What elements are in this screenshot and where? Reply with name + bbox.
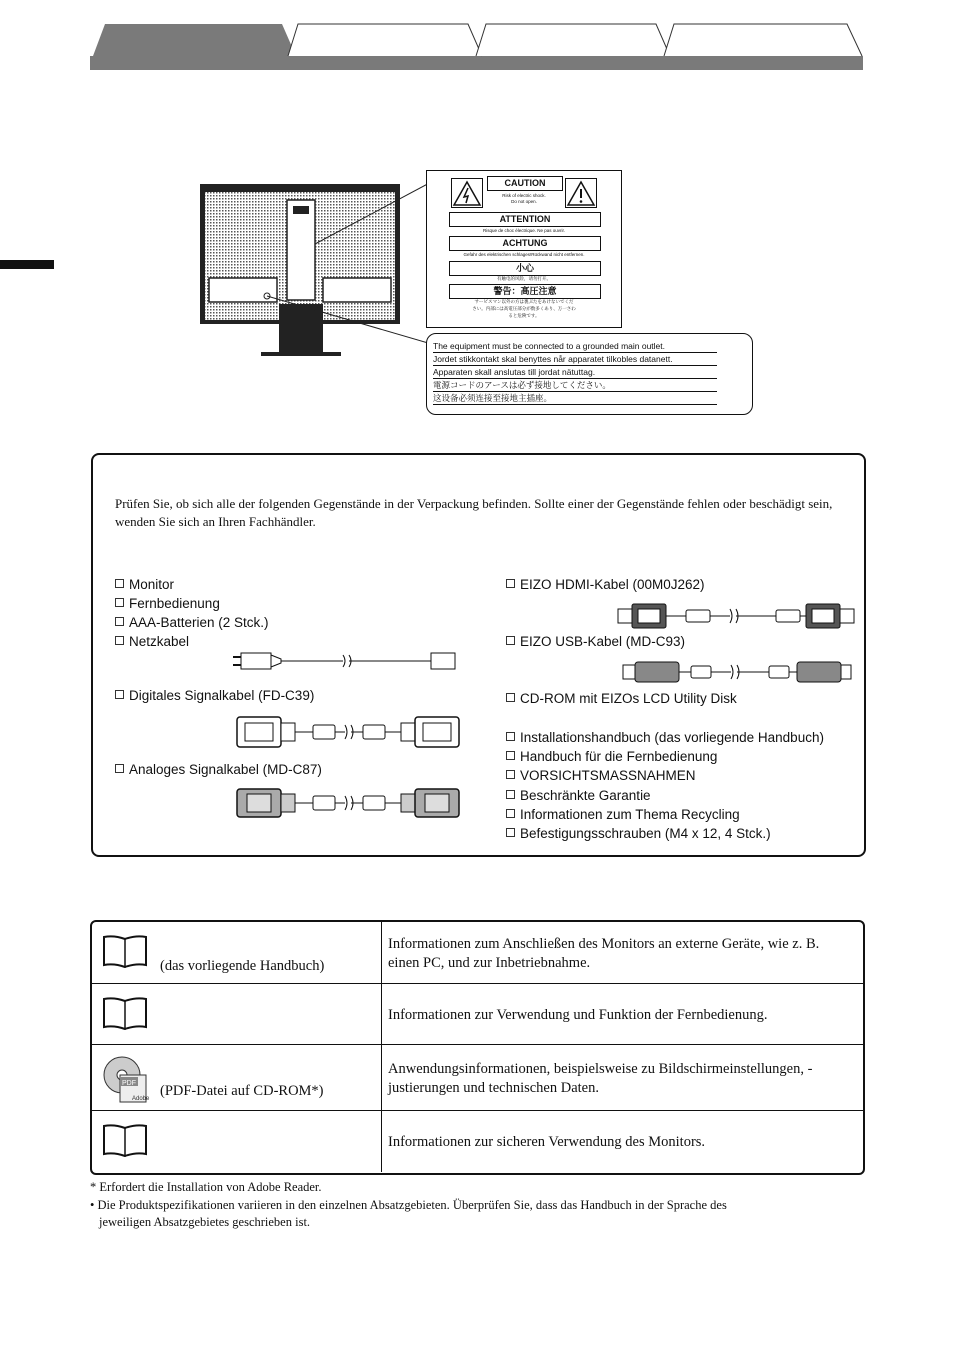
ground-line-en: The equipment must be connected to a grounded main outlet. <box>433 341 717 353</box>
item-remote: Fernbedienung <box>115 596 220 611</box>
hdmi-cable-illustration <box>616 601 856 631</box>
manual-description: Informationen zur Verwendung und Funktion der Fernbedienung. <box>388 1007 768 1023</box>
keikoku-heading: 警告：高圧注意 <box>449 284 601 299</box>
manual-description: Informationen zur sicheren Verwendung des Monitors. <box>388 1134 706 1150</box>
pdf-cdrom-icon <box>102 1055 150 1103</box>
ground-line-ja: 電源コードのアースは必ず接地してください。 <box>433 380 717 392</box>
item-batteries: AAA-Batterien (2 Stck.) <box>115 615 269 630</box>
manual-row <box>92 1111 863 1172</box>
manuals-table <box>90 920 865 1175</box>
item-hdmi-cable: EIZO HDMI-Kabel (00M0J262) <box>506 577 705 592</box>
book-icon <box>102 1123 148 1157</box>
keikoku-text: さい。内部には高電圧部分が数多くあり、万一さわ <box>472 306 576 311</box>
package-intro: Prüfen Sie, ob sich alle der folgenden Gegenstände in der Verpackung befinden. Sollte einer der Gegenstände fehlen oder beschädigt sein, wenden Sie sich an Ihren Fachhändler. <box>115 496 833 529</box>
achtung-text: Gefahr des elektrischen schlages!Rückwand nicht entfernen. <box>463 252 585 257</box>
column-divider <box>381 984 382 1044</box>
monitor-rear-illustration <box>195 180 435 360</box>
book-icon <box>102 934 148 968</box>
column-divider <box>381 1111 382 1172</box>
caution-text: Do not open. <box>511 199 537 204</box>
digital-cable-illustration <box>233 711 463 753</box>
ground-line-zh: 这设备必须连接至接地主插座。 <box>433 393 717 405</box>
item-warranty: Beschränkte Garantie <box>506 788 651 803</box>
ground-label <box>426 333 753 415</box>
caution-label <box>426 170 622 328</box>
usb-cable-illustration <box>621 659 853 685</box>
footnote-specs-cont: jeweiligen Absatzgebietes geschrieben ist. <box>99 1215 311 1229</box>
item-recycling: Informationen zum Thema Recycling <box>506 807 740 822</box>
checkbox-icon[interactable] <box>506 751 515 760</box>
checkbox-icon[interactable] <box>506 732 515 741</box>
warning-triangle-icon <box>451 178 483 208</box>
checkbox-icon[interactable] <box>115 690 124 699</box>
xiaoxin-heading: 小心 <box>449 261 601 276</box>
footnote-adobe: * Erfordert die Installation von Adobe Reader. <box>90 1180 322 1194</box>
column-divider <box>381 1045 382 1110</box>
item-precautions: VORSICHTSMASSNAHMEN <box>506 768 696 783</box>
checkbox-icon[interactable] <box>115 636 124 645</box>
item-remote-manual: Handbuch für die Fernbedienung <box>506 749 717 764</box>
package-contents-box <box>91 453 866 857</box>
manual-row <box>92 1045 863 1111</box>
checkbox-icon[interactable] <box>115 617 124 626</box>
checkbox-icon[interactable] <box>115 598 124 607</box>
item-installation-manual: Installationshandbuch (das vorliegende Handbuch) <box>506 730 824 745</box>
attention-text: Risque de choc électrique. Ne pas ouvrir. <box>482 228 566 233</box>
manual-description: Anwendungsinformationen, beispielsweise zu Bildschirmeinstellungen, -justierungen und technischen Daten. <box>388 1061 813 1096</box>
manual-row <box>92 922 863 984</box>
adobe-icon-label: Adobe <box>132 1096 150 1102</box>
analog-cable-illustration <box>233 785 463 821</box>
checkbox-icon[interactable] <box>506 636 515 645</box>
item-cdrom: CD-ROM mit EIZOs LCD Utility Disk <box>506 691 737 706</box>
header-tabs <box>90 20 865 72</box>
keikoku-text: サービスマン以外の方は裏ぶたをあけないでくだ <box>474 299 574 304</box>
item-power-cord: Netzkabel <box>115 634 189 649</box>
keikoku-text: ると危険です。 <box>508 313 540 318</box>
manual-name: (das vorliegende Handbuch) <box>160 958 325 974</box>
attention-heading: ATTENTION <box>449 212 601 227</box>
power-cord-illustration <box>231 649 461 673</box>
caution-text: Risk of electric shock. <box>502 193 546 198</box>
checkbox-icon[interactable] <box>506 809 515 818</box>
manual-row <box>92 984 863 1045</box>
checkbox-icon[interactable] <box>506 770 515 779</box>
item-analog-cable: Analoges Signalkabel (MD-C87) <box>115 762 322 777</box>
manual-name: (PDF-Datei auf CD-ROM*) <box>160 1083 324 1099</box>
achtung-heading: ACHTUNG <box>449 236 601 251</box>
ground-line-sv: Apparaten skall anslutas till jordat nätuttag. <box>433 367 717 379</box>
checkbox-icon[interactable] <box>506 828 515 837</box>
warning-triangle-icon <box>565 178 597 208</box>
caution-heading: CAUTION <box>487 176 563 191</box>
item-screws: Befestigungsschrauben (M4 x 12, 4 Stck.) <box>506 826 771 841</box>
pdf-icon-label: PDF <box>122 1080 136 1087</box>
xiaoxin-text: 有触电的风险，请勿打开。 <box>497 276 551 281</box>
checkbox-icon[interactable] <box>115 764 124 773</box>
checkbox-icon[interactable] <box>506 693 515 702</box>
checkbox-icon[interactable] <box>506 790 515 799</box>
item-digital-cable: Digitales Signalkabel (FD-C39) <box>115 688 314 703</box>
checkbox-icon[interactable] <box>506 579 515 588</box>
ground-line-no: Jordet stikkontakt skal benyttes når apparatet tilkobles datanett. <box>433 354 717 366</box>
section-marker <box>0 260 54 269</box>
checkbox-icon[interactable] <box>115 579 124 588</box>
manual-description: Informationen zum Anschließen des Monitors an externe Geräte, wie z. B. einen PC, und zur Inbetriebnahme. <box>388 936 820 971</box>
item-usb-cable: EIZO USB-Kabel (MD-C93) <box>506 634 685 649</box>
item-monitor: Monitor <box>115 577 174 592</box>
footnote-specs: • Die Produktspezifikationen variieren in den einzelnen Absatzgebieten. Überprüfen Sie, dass das Handbuch in der Sprache des <box>90 1198 727 1212</box>
book-icon <box>102 996 148 1030</box>
column-divider <box>381 922 382 983</box>
